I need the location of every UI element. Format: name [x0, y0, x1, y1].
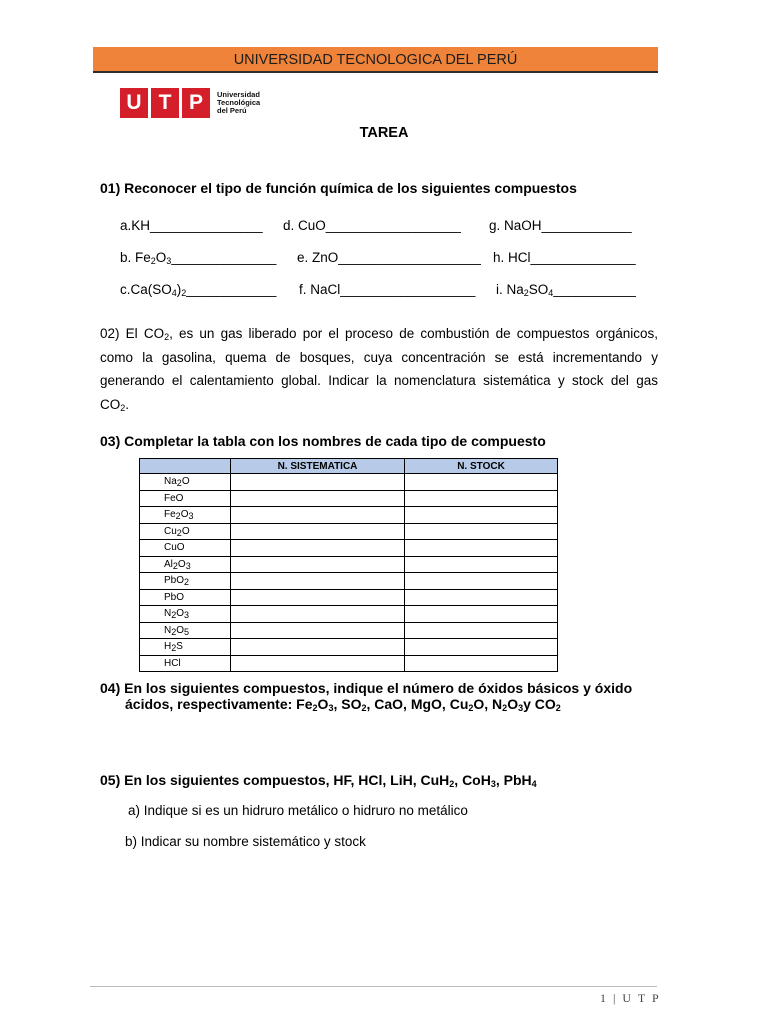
table-row — [140, 556, 558, 573]
sistematica-cell[interactable] — [231, 639, 405, 656]
compound-cell: FeO — [140, 490, 231, 507]
stock-cell[interactable] — [405, 589, 558, 606]
compound-cell: $Cu_2O$ — [140, 523, 231, 540]
table-row — [140, 622, 558, 639]
stock-cell[interactable] — [405, 639, 558, 656]
sistematica-cell[interactable] — [231, 606, 405, 623]
stock-cell[interactable] — [405, 622, 558, 639]
stock-cell[interactable] — [405, 606, 558, 623]
question-5-part-a: a) Indique si es un hidruro metálico o hidruro no metálico — [128, 803, 468, 818]
sistematica-cell[interactable] — [231, 507, 405, 524]
stock-cell[interactable] — [405, 507, 558, 524]
sistematica-cell[interactable] — [231, 556, 405, 573]
table-header-cell — [140, 459, 231, 474]
compound-cell: $N_2O_3$ — [140, 606, 231, 623]
compound-cell: $N_2O_5$ — [140, 622, 231, 639]
table-header-cell: N. SISTEMATICA — [231, 459, 405, 474]
sistematica-cell[interactable] — [231, 655, 405, 672]
compounds-table — [139, 458, 558, 672]
logo-text-line: Universidad — [217, 90, 260, 99]
stock-cell[interactable] — [405, 523, 558, 540]
table-row — [140, 507, 558, 524]
logo-text-line: Tecnológica — [217, 98, 261, 107]
question-4-line-2: ácidos, respectivamente: $Fe_2O_3$, $SO_2$, CaO, MgO, $Cu_2O$, $N_2O_3y$ $CO_2$ — [125, 696, 561, 713]
question-3-heading: 03) Completar la tabla con los nombres de cada tipo de compuesto — [100, 433, 546, 449]
logo-letter-u: U — [120, 88, 148, 118]
logo-letter-p: P — [182, 88, 210, 118]
sistematica-cell[interactable] — [231, 540, 405, 557]
q1-item: f. NaCl__________________ — [299, 282, 476, 297]
compound-cell: $Na_2O$ — [140, 474, 231, 491]
table-row — [140, 490, 558, 507]
q1-item: i. $Na_2SO_4\_\_\_\_\_\_\_\_\_\_\_$ — [496, 282, 636, 298]
table-row — [140, 606, 558, 623]
q2-line: 02) El $CO_2$, es un gas liberado por el proceso de combustión de compuestos orgánicos, — [100, 326, 658, 342]
compound-cell: $H_2S$ — [140, 639, 231, 656]
q1-item: $c.Ca(SO_4)_2\_\_\_\_\_\_\_\_\_\_\_\_$ — [120, 282, 277, 298]
stock-cell[interactable] — [405, 556, 558, 573]
table-body — [140, 474, 558, 672]
compound-cell: $Fe_2O_3$ — [140, 507, 231, 524]
table-row — [140, 655, 558, 672]
q1-item: a.KH_______________ — [120, 218, 263, 233]
table-row — [140, 589, 558, 606]
q2-line: $CO_2$. — [100, 396, 130, 413]
stock-cell[interactable] — [405, 474, 558, 491]
university-name: UNIVERSIDAD TECNOLOGICA DEL PERÚ — [233, 52, 518, 68]
footer-divider — [90, 986, 657, 987]
table-row — [140, 573, 558, 590]
question-4-line-1: 04) En los siguientes compuestos, indique el número de óxidos básicos y óxido — [100, 680, 633, 696]
stock-cell[interactable] — [405, 655, 558, 672]
compound-cell: PbO — [140, 589, 231, 606]
utp-logo — [120, 88, 260, 118]
question-1-heading: 01) Reconocer el tipo de función química de los siguientes compuestos — [100, 180, 577, 196]
logo-text-line: del Perú — [217, 106, 247, 115]
q2-line: generando el calentamiento global. Indicar la nomenclatura sistemática y stock del gas — [100, 373, 658, 388]
stock-cell[interactable] — [405, 573, 558, 590]
table-row — [140, 540, 558, 557]
table-row — [140, 523, 558, 540]
sistematica-cell[interactable] — [231, 490, 405, 507]
compound-cell: PbO$_2$ — [140, 573, 231, 590]
table-header-cell: N. STOCK — [405, 459, 558, 474]
table-header-row — [140, 459, 558, 474]
sistematica-cell[interactable] — [231, 589, 405, 606]
sistematica-cell[interactable] — [231, 573, 405, 590]
sistematica-cell[interactable] — [231, 474, 405, 491]
header-bar — [93, 47, 658, 73]
table-row — [140, 474, 558, 491]
compound-cell: HCl — [140, 655, 231, 672]
page-footer: 1 | U T P — [600, 991, 661, 1005]
q1-item: b. $Fe_2O_3\_\_\_\_\_\_\_\_\_\_\_\_\_\_$ — [120, 250, 277, 266]
q2-line: como la gasolina, quema de bosques, cuya concentración se está incrementando y — [100, 349, 658, 365]
sistematica-cell[interactable] — [231, 622, 405, 639]
sistematica-cell[interactable] — [231, 523, 405, 540]
compound-cell: $Al_2O_3$ — [140, 556, 231, 573]
compound-cell: CuO — [140, 540, 231, 557]
q1-item: e. ZnO___________________ — [297, 250, 481, 265]
question-5-part-b: b) Indicar su nombre sistemático y stock — [125, 834, 366, 849]
logo-letter-t: T — [151, 88, 179, 118]
question-5-heading: 05) En los siguientes compuestos, HF, HCl, LiH, CuH$_2$, CoH$_3$, PbH$_4$ — [100, 772, 537, 789]
table-row — [140, 639, 558, 656]
page-title: TAREA — [359, 125, 409, 141]
stock-cell[interactable] — [405, 490, 558, 507]
q1-item: g. NaOH____________ — [489, 218, 632, 233]
question-2-paragraph — [100, 322, 658, 416]
logo-text — [217, 91, 260, 115]
stock-cell[interactable] — [405, 540, 558, 557]
q1-item: h. HCl______________ — [493, 250, 636, 265]
q1-item: d. CuO__________________ — [283, 218, 461, 233]
